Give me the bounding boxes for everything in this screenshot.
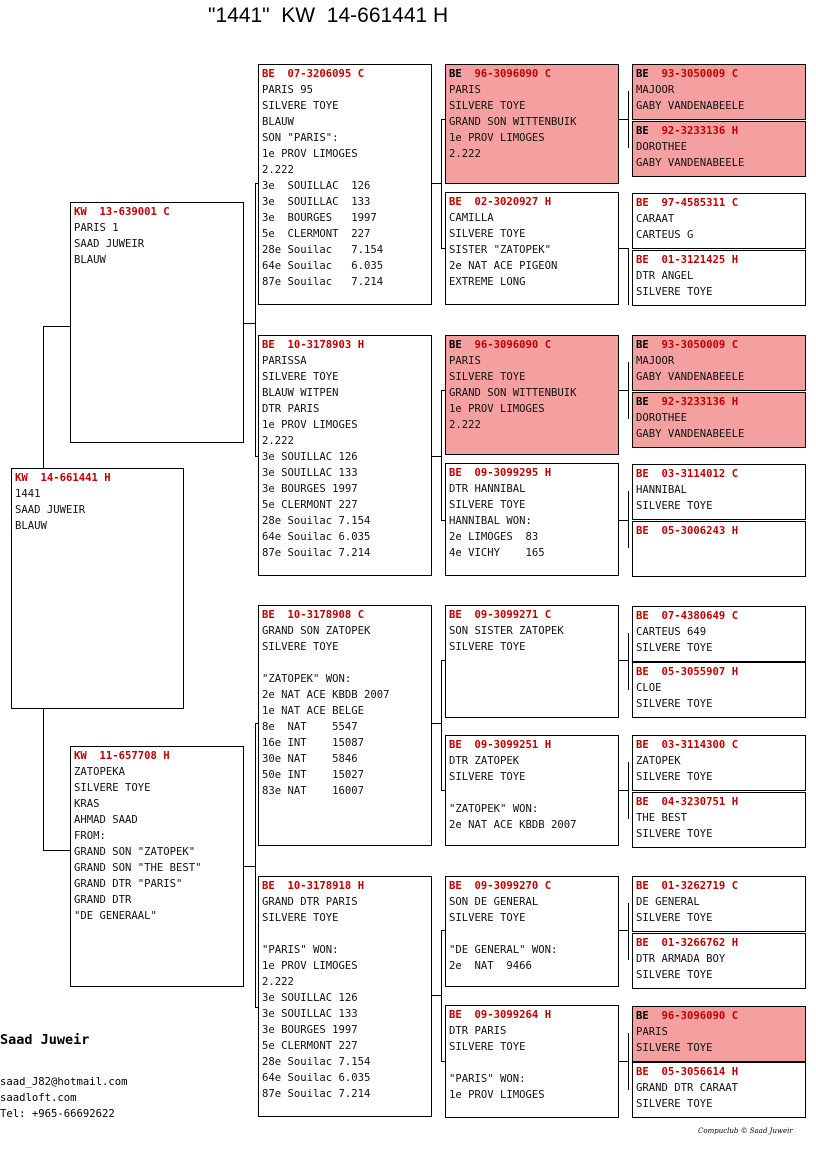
pedigree-line: 87e Souilac 7.214 [262,1088,371,1100]
pedigree-line: 2.222 [262,435,294,447]
pedigree-line: GRAND DTR [74,894,132,906]
pedigree-line: 2e LIMOGES 83 [449,531,539,543]
pedigree-line: GABY VANDENABEELE [636,428,745,440]
pedigree-line: "DE GENERAAL" [74,910,157,922]
ring-number: 14-661441 H [40,472,111,484]
pedigree-line: "PARIS" WON: [262,944,339,956]
ring-number: 10-3178918 H [287,880,365,892]
pedigree-line: SAAD JUWEIR [74,238,145,250]
country-code: BE [636,468,649,480]
pedigree-line: 3e BOURGES 1997 [262,483,358,495]
pedigree-line: 1e NAT ACE BELGE [262,705,365,717]
ring-number: 04-3230751 H [661,796,739,808]
pedigree-line: HANNIBAL [636,484,688,496]
ring-number: 03-3114012 C [661,468,739,480]
ring-number: 01-3121425 H [661,254,739,266]
pedigree-line [449,926,618,942]
pedigree-line: 3e BOURGES 1997 [262,1024,358,1036]
ring-header [449,607,618,623]
pedigree-line: 2.222 [262,164,294,176]
ring-header [636,1064,805,1080]
pedigree-line: GRAND SON ZATOPEK [262,625,371,637]
pedigree-card-sire-dam [258,335,432,576]
pedigree-line: SILVERE TOYE [449,371,526,383]
pedigree-line: GRAND DTR "PARIS" [74,878,183,890]
ring-header [636,1008,805,1024]
pedigree-line: "PARIS" WON: [449,1073,526,1085]
country-code: KW [74,750,87,762]
pedigree-line: BLAUW WITPEN [262,387,339,399]
country-code: BE [636,254,649,266]
pedigree-line: DTR ZATOPEK [449,755,520,767]
pedigree-line: SILVERE TOYE [262,641,339,653]
pedigree-card-sire-sire [258,64,432,305]
ring-header [636,252,805,268]
country-code: BE [449,339,462,351]
pedigree-line: DTR PARIS [262,403,320,415]
pedigree-line: 2e NAT ACE KBDB 2007 [262,689,390,701]
pedigree-line: DOROTHEE [636,141,688,153]
country-code: BE [449,196,462,208]
pedigree-line: DTR ARMADA BOY [636,953,726,965]
pedigree-line: 3e SOUILLAC 133 [262,467,358,479]
ring-header [15,470,183,486]
owner-tel: Tel: +965-66692622 [0,1108,115,1120]
pedigree-line: PARIS [449,355,481,367]
ring-header [449,878,618,894]
ring-number: 11-657708 H [99,750,170,762]
pedigree-card-ggp-6 [445,735,619,846]
pedigree-line: 64e Souilac 6.035 [262,531,371,543]
pedigree-line: SILVERE TOYE [449,912,526,924]
pedigree-line: SILVERE TOYE [449,100,526,112]
ring-number: 09-3099264 H [474,1009,552,1021]
pedigree-line: SILVERE TOYE [636,500,713,512]
owner-email: saad_J82@hotmail.com [0,1076,128,1088]
ring-number: 09-3099270 C [474,880,552,892]
pedigree-card-gen4-10 [632,662,806,718]
country-code: BE [636,125,649,137]
pedigree-line: 1e PROV LIMOGES [262,419,358,431]
country-code: BE [449,467,462,479]
pedigree-card-gen4-1 [632,64,806,120]
pedigree-line: 30e NAT 5846 [262,753,358,765]
pedigree-card-gen4-14 [632,933,806,989]
pedigree-line: BLAUW [262,116,294,128]
pedigree-line: 3e SOUILLAC 133 [262,196,371,208]
pedigree-line: SILVERE TOYE [636,1098,713,1110]
ring-header [262,66,431,82]
pedigree-line: 4e VICHY 165 [449,547,545,559]
country-code: BE [636,1066,649,1078]
pedigree-line: 2.222 [449,419,481,431]
ring-number: 10-3178908 C [287,609,365,621]
country-code: BE [636,525,649,537]
ring-number: 01-3262719 C [661,880,739,892]
pedigree-line: MAJOOR [636,355,675,367]
pedigree-line: GRAND DTR PARIS [262,896,358,908]
pedigree-card-gen4-8 [632,521,806,577]
pedigree-card-ggp-1 [445,64,619,184]
pedigree-line: PARIS [449,84,481,96]
pedigree-line: SILVERE TOYE [636,286,713,298]
pedigree-card-gen4-13 [632,876,806,932]
pedigree-line: GRAND SON WITTENBUIK [449,116,577,128]
pedigree-line: PARISSA [262,355,307,367]
pedigree-line: 87e Souilac 7.214 [262,547,371,559]
ring-header [74,748,243,764]
pedigree-line [262,655,431,671]
ring-number: 10-3178903 H [287,339,365,351]
pedigree-line: SILVERE TOYE [636,698,713,710]
pedigree-line: 1e PROV LIMOGES [262,148,358,160]
ring-number: 96-3096090 C [474,68,552,80]
pedigree-line: 1e PROV LIMOGES [449,1089,545,1101]
ring-header [262,878,431,894]
pedigree-line: 64e Souilac 6.035 [262,260,384,272]
pedigree-line: ZATOPEKA [74,766,126,778]
ring-number: 09-3099251 H [474,739,552,751]
ring-number: 97-4585311 C [661,197,739,209]
pedigree-card-gen4-9 [632,606,806,662]
pedigree-line: SILVERE TOYE [636,642,713,654]
ring-header [636,337,805,353]
country-code: BE [636,880,649,892]
ring-number: 05-3056614 H [661,1066,739,1078]
pedigree-line: GABY VANDENABEELE [636,371,745,383]
pedigree-card-gen4-5 [632,335,806,391]
pedigree-line: GABY VANDENABEELE [636,157,745,169]
ring-number: 09-3099295 H [474,467,552,479]
pedigree-line: FROM: [74,830,106,842]
pedigree-line: DTR ANGEL [636,270,694,282]
pedigree-line: SILVERE TOYE [449,641,526,653]
pedigree-line: HANNIBAL WON: [449,515,532,527]
country-code: BE [636,739,649,751]
ring-header [636,195,805,211]
pedigree-card-dam-dam [258,876,432,1117]
pedigree-line: SILVERE TOYE [449,228,526,240]
pedigree-line: CARTEUS 649 [636,626,707,638]
ring-number: 02-3020927 H [474,196,552,208]
ring-header [636,466,805,482]
country-code: BE [636,1010,649,1022]
pedigree-line: SILVERE TOYE [449,499,526,511]
pedigree-line [449,785,618,801]
country-code: KW [74,206,87,218]
pedigree-line: 1e PROV LIMOGES [262,960,358,972]
pedigree-card-dam [70,746,244,987]
owner-name: Saad Juweir [0,1032,90,1048]
country-code: BE [636,666,649,678]
pedigree-line: 1e PROV LIMOGES [449,403,545,415]
pedigree-card-gen4-4 [632,250,806,306]
footer-credit: Compuclub © Saad Juweir [698,1127,793,1135]
ring-header [449,194,618,210]
pedigree-line: KRAS [74,798,100,810]
pedigree-card-ggp-8 [445,1005,619,1118]
ring-header [636,794,805,810]
pedigree-line: SISTER "ZATOPEK" [449,244,552,256]
pedigree-card-gen4-3 [632,193,806,249]
country-code: BE [449,68,462,80]
ring-number: 07-4380649 C [661,610,739,622]
pedigree-line: DOROTHEE [636,412,688,424]
country-code: BE [636,339,649,351]
country-code: BE [636,197,649,209]
pedigree-line: SILVERE TOYE [449,1041,526,1053]
pedigree-line: 3e SOUILLAC 126 [262,180,371,192]
pedigree-line: 83e NAT 16007 [262,785,365,797]
ring-number: 05-3055907 H [661,666,739,678]
pedigree-card-ggp-3 [445,335,619,455]
ring-number: 92-3233136 H [661,125,739,137]
pedigree-line: DTR HANNIBAL [449,483,526,495]
country-code: BE [636,796,649,808]
pedigree-line: 3e SOUILLAC 133 [262,1008,358,1020]
ring-header [636,523,805,539]
pedigree-line: SON "PARIS": [262,132,339,144]
pedigree-line: SILVERE TOYE [449,771,526,783]
pedigree-line: BLAUW [15,520,47,532]
pedigree-line: SILVERE TOYE [262,100,339,112]
pedigree-line: GRAND DTR CARAAT [636,1082,739,1094]
ring-header [449,66,618,82]
pedigree-line: PARIS [636,1026,668,1038]
country-code: BE [636,68,649,80]
pedigree-line: GRAND SON "THE BEST" [74,862,202,874]
ring-number: 96-3096090 C [474,339,552,351]
ring-number: 03-3114300 C [661,739,739,751]
ring-number: 09-3099271 C [474,609,552,621]
ring-header [74,204,243,220]
country-code: BE [262,609,275,621]
ring-number: 07-3206095 C [287,68,365,80]
pedigree-card-gen4-12 [632,792,806,848]
ring-header [636,608,805,624]
pedigree-title: "1441" KW 14-661441 H [208,4,449,27]
ring-header [636,394,805,410]
pedigree-line: 3e SOUILLAC 126 [262,992,358,1004]
country-code: BE [262,339,275,351]
pedigree-line: SILVERE TOYE [636,771,713,783]
pedigree-line: SON SISTER ZATOPEK [449,625,564,637]
pedigree-line: PARIS 95 [262,84,314,96]
pedigree-line: SILVERE TOYE [74,782,151,794]
pedigree-line: 8e NAT 5547 [262,721,358,733]
country-code: BE [636,610,649,622]
ring-number: 93-3050009 C [661,339,739,351]
pedigree-line: 1e PROV LIMOGES [449,132,545,144]
ring-header [262,607,431,623]
pedigree-card-ggp-7 [445,876,619,987]
pedigree-line: 64e Souilac 6.035 [262,1072,371,1084]
pedigree-line: 2.222 [262,976,294,988]
ring-header [636,737,805,753]
ring-number: 05-3006243 H [661,525,739,537]
pedigree-line: SAAD JUWEIR [15,504,86,516]
ring-number: 96-3096090 C [661,1010,739,1022]
owner-contact [0,1074,128,1122]
pedigree-card-dam-sire [258,605,432,846]
ring-number: 01-3266762 H [661,937,739,949]
ring-header [636,66,805,82]
pedigree-line: "ZATOPEK" WON: [449,803,539,815]
ring-header [636,123,805,139]
country-code: BE [262,880,275,892]
pedigree-card-ggp-5 [445,605,619,718]
pedigree-line: SILVERE TOYE [636,1042,713,1054]
ring-header [262,337,431,353]
pedigree-line: BLAUW [74,254,106,266]
ring-number: 92-3233136 H [661,396,739,408]
pedigree-card-gen4-2 [632,121,806,177]
pedigree-card-gen4-15 [632,1006,806,1062]
ring-header [449,1007,618,1023]
country-code: BE [636,396,649,408]
pedigree-line: PARIS 1 [74,222,119,234]
pedigree-line: 16e INT 15087 [262,737,365,749]
pedigree-card-gen4-6 [632,392,806,448]
pedigree-line: CARTEUS G [636,229,694,241]
country-code: BE [262,68,275,80]
pedigree-card-subject [11,468,184,709]
pedigree-line: CLOE [636,682,662,694]
pedigree-line: GABY VANDENABEELE [636,100,745,112]
country-code: KW [15,472,28,484]
pedigree-card-gen4-11 [632,735,806,791]
pedigree-line: THE BEST [636,812,688,824]
pedigree-card-ggp-4 [445,463,619,576]
pedigree-line: 5e CLERMONT 227 [262,1040,358,1052]
pedigree-line [262,926,431,942]
pedigree-card-ggp-2 [445,192,619,305]
pedigree-line: 2e NAT 9466 [449,960,532,972]
pedigree-line: DTR PARIS [449,1025,507,1037]
pedigree-line: GRAND SON "ZATOPEK" [74,846,196,858]
pedigree-line: "DE GENERAL" WON: [449,944,558,956]
pedigree-line: SON DE GENERAL [449,896,539,908]
pedigree-line: SILVERE TOYE [636,912,713,924]
pedigree-line: 5e CLERMONT 227 [262,228,371,240]
pedigree-line: CARAAT [636,213,675,225]
ring-header [636,664,805,680]
pedigree-line: 3e SOUILLAC 126 [262,451,358,463]
pedigree-line: SILVERE TOYE [262,371,339,383]
pedigree-line: 50e INT 15027 [262,769,365,781]
pedigree-line: SILVERE TOYE [636,828,713,840]
pedigree-line: CAMILLA [449,212,494,224]
country-code: BE [449,739,462,751]
pedigree-line: 1441 [15,488,41,500]
ring-header [449,337,618,353]
pedigree-line: 28e Souilac 7.154 [262,515,371,527]
pedigree-line: 5e CLERMONT 227 [262,499,358,511]
pedigree-line: 2e NAT ACE KBDB 2007 [449,819,577,831]
country-code: BE [449,609,462,621]
pedigree-line: ZATOPEK [636,755,681,767]
pedigree-line: 87e Souilac 7.214 [262,276,384,288]
owner-website: saadloft.com [0,1092,77,1104]
pedigree-line: 3e BOURGES 1997 [262,212,377,224]
pedigree-line: GRAND SON WITTENBUIK [449,387,577,399]
ring-header [636,878,805,894]
pedigree-line: "ZATOPEK" WON: [262,673,352,685]
pedigree-line: 28e Souilac 7.154 [262,1056,371,1068]
pedigree-line: AHMAD SAAD [74,814,138,826]
pedigree-line: 2.222 [449,148,481,160]
pedigree-line: SILVERE TOYE [262,912,339,924]
pedigree-line: MAJOOR [636,84,675,96]
ring-number: 13-639001 C [99,206,170,218]
pedigree-card-gen4-16 [632,1062,806,1118]
pedigree-line: 2e NAT ACE PIGEON [449,260,558,272]
ring-header [449,465,618,481]
country-code: BE [449,1009,462,1021]
pedigree-line: EXTREME LONG [449,276,526,288]
pedigree-line: 28e Souilac 7.154 [262,244,384,256]
pedigree-line [449,1055,618,1071]
ring-header [636,935,805,951]
country-code: BE [449,880,462,892]
ring-header [449,737,618,753]
pedigree-card-gen4-7 [632,464,806,520]
ring-number: 93-3050009 C [661,68,739,80]
pedigree-line: SILVERE TOYE [636,969,713,981]
pedigree-card-sire [70,202,244,443]
pedigree-line: DE GENERAL [636,896,700,908]
country-code: BE [636,937,649,949]
